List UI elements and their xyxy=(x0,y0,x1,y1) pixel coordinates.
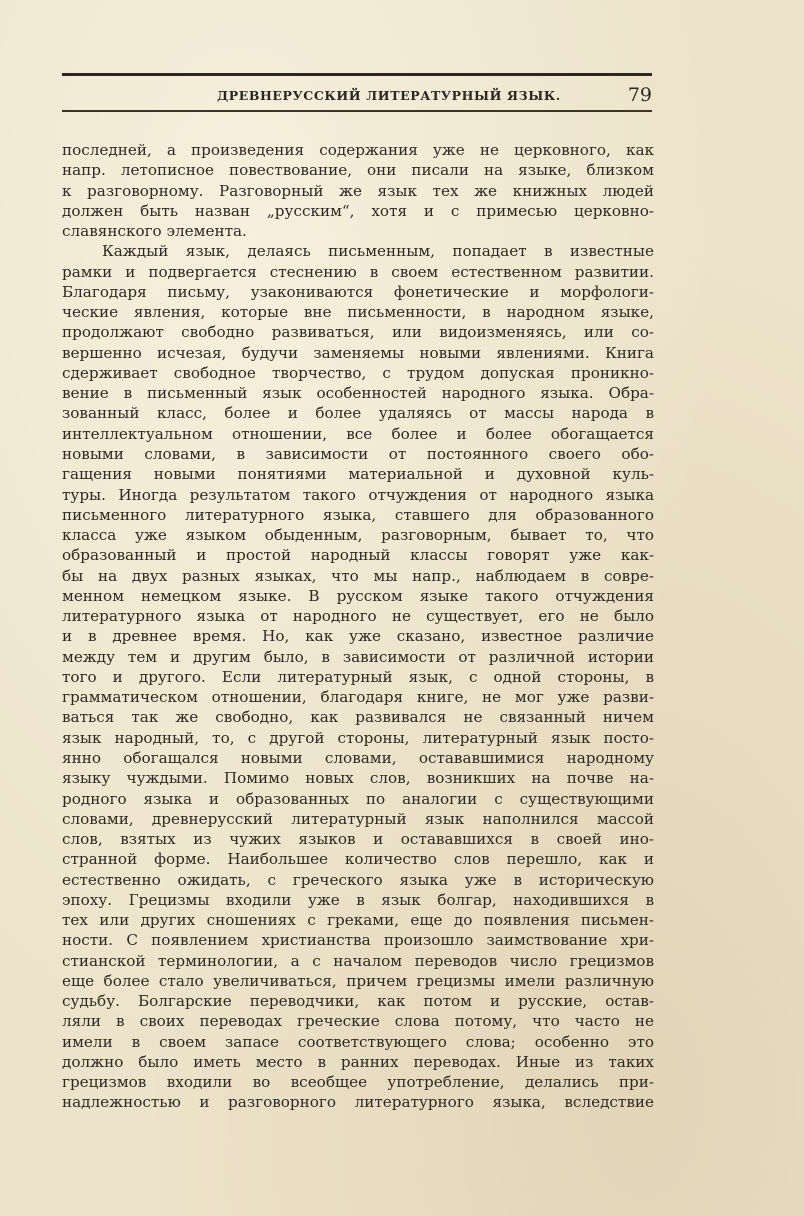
header-rule-bottom xyxy=(62,110,652,112)
text-line: бы на двух разных языках, что мы напр., наблюдаем в совре- xyxy=(62,566,654,585)
text-line: родного языка и образованных по аналогии с существующими xyxy=(62,789,654,808)
text-line: славянского элемента. xyxy=(62,222,247,241)
text-line: зованный класс, более и более удаляясь от массы народа в xyxy=(62,404,654,423)
text-line: гащения новыми понятиями материальной и духовной куль- xyxy=(62,465,654,484)
text-line: менном немецком языке. В русском языке такого отчуждения xyxy=(62,586,654,605)
text-line: ляли в своих переводах греческие слова потому, что часто не xyxy=(62,1012,654,1031)
body-text xyxy=(62,140,654,1113)
text-line: Каждый язык, делаясь письменным, попадает в известные xyxy=(102,242,654,261)
text-line: литературного языка от народного не существует, его не было xyxy=(62,607,654,626)
text-line: вершенно исчезая, будучи заменяемы новыми явлениями. Книга xyxy=(62,343,654,362)
text-line: последней, а произведения содержания уже не церковного, как xyxy=(62,141,654,159)
page-number: 79 xyxy=(627,84,652,106)
text-line: письменного литературного языка, ставшего для образованного xyxy=(62,505,654,524)
text-line: янно обогащался новыми словами, остававшимися народному xyxy=(62,748,654,767)
text-line: надлежностью и разговорного литературного языка, вследствие xyxy=(62,1093,654,1112)
header-rule-top xyxy=(62,73,652,76)
text-line: туры. Иногда результатом такого отчуждения от народного языка xyxy=(62,485,654,504)
text-line: между тем и другим было, в зависимости от различной истории xyxy=(62,647,654,666)
text-line: естественно ожидать, с греческого языка уже в историческую xyxy=(62,870,654,889)
running-title: ДРЕВНЕРУССКИЙ ЛИТЕРАТУРНЫЙ ЯЗЫК. xyxy=(217,88,561,103)
text-line: странной форме. Наибольшее количество слов перешло, как и xyxy=(62,850,654,869)
text-line: напр. летописное повествование, они писали на языке, близком xyxy=(62,161,654,180)
text-line: ваться так же свободно, как развивался не связанный ничем xyxy=(62,708,654,727)
text-line: и в древнее время. Но, как уже сказано, известное различие xyxy=(62,627,654,646)
text-line: новыми словами, в зависимости от постоянного своего обо- xyxy=(62,444,654,463)
text-line: эпоху. Грецизмы входили уже в язык болгар, находившихся в xyxy=(62,890,654,909)
text-line: стианской терминологии, а с началом переводов число грецизмов xyxy=(62,951,654,970)
text-line: ности. С появлением христианства произошло заимствование хри- xyxy=(62,931,654,950)
text-line: вение в письменный язык особенностей народного языка. Обра- xyxy=(62,384,654,403)
text-line: интеллектуальном отношении, все более и более обогащается xyxy=(62,424,654,443)
text-line: ческие явления, которые вне письменности, в народном языке, xyxy=(62,303,654,322)
text-line: должно было иметь место в ранних переводах. Иные из таких xyxy=(62,1052,654,1071)
text-line: класса уже языком обыденным, разговорным, бывает то, что xyxy=(62,526,654,545)
text-line: к разговорному. Разговорный же язык тех же книжных людей xyxy=(62,181,654,200)
text-line: имели в своем запасе соответствующего слова; особенно это xyxy=(62,1032,654,1051)
text-line: грамматическом отношении, благодаря книге, не мог уже разви- xyxy=(62,688,654,707)
text-line: сдерживает свободное творчество, с трудом допуская проникно- xyxy=(62,363,654,382)
text-line: Благодаря письму, узакониваются фонетические и морфологи- xyxy=(62,282,654,301)
text-line: судьбу. Болгарские переводчики, как потом и русские, остав- xyxy=(62,992,654,1011)
text-line: продолжают свободно развиваться, или видоизменяясь, или со- xyxy=(62,323,654,342)
text-line: еще более стало увеличиваться, причем грецизмы имели различную xyxy=(62,971,654,990)
page-header xyxy=(62,84,652,108)
text-line: язык народный, то, с другой стороны, литературный язык посто- xyxy=(62,728,654,747)
text-line: того и другого. Если литературный язык, с одной стороны, в xyxy=(62,667,654,686)
text-line: грецизмов входили во всеобщее употребление, делались при- xyxy=(62,1073,654,1092)
text-line: словами, древнерусский литературный язык наполнился массой xyxy=(62,809,654,828)
text-line: тех или других сношениях с греками, еще до появления письмен- xyxy=(62,911,654,930)
text-line: должен быть назван „русским“, хотя и с примесью церковно- xyxy=(62,201,654,220)
text-line: языку чуждыми. Помимо новых слов, возникших на почве на- xyxy=(62,769,654,788)
text-line: образованный и простой народный классы говорят уже как- xyxy=(62,546,654,565)
text-line: слов, взятых из чужих языков и остававшихся в своей ино- xyxy=(62,830,654,849)
text-line: рамки и подвергается стеснению в своем естественном развитии. xyxy=(62,262,654,281)
